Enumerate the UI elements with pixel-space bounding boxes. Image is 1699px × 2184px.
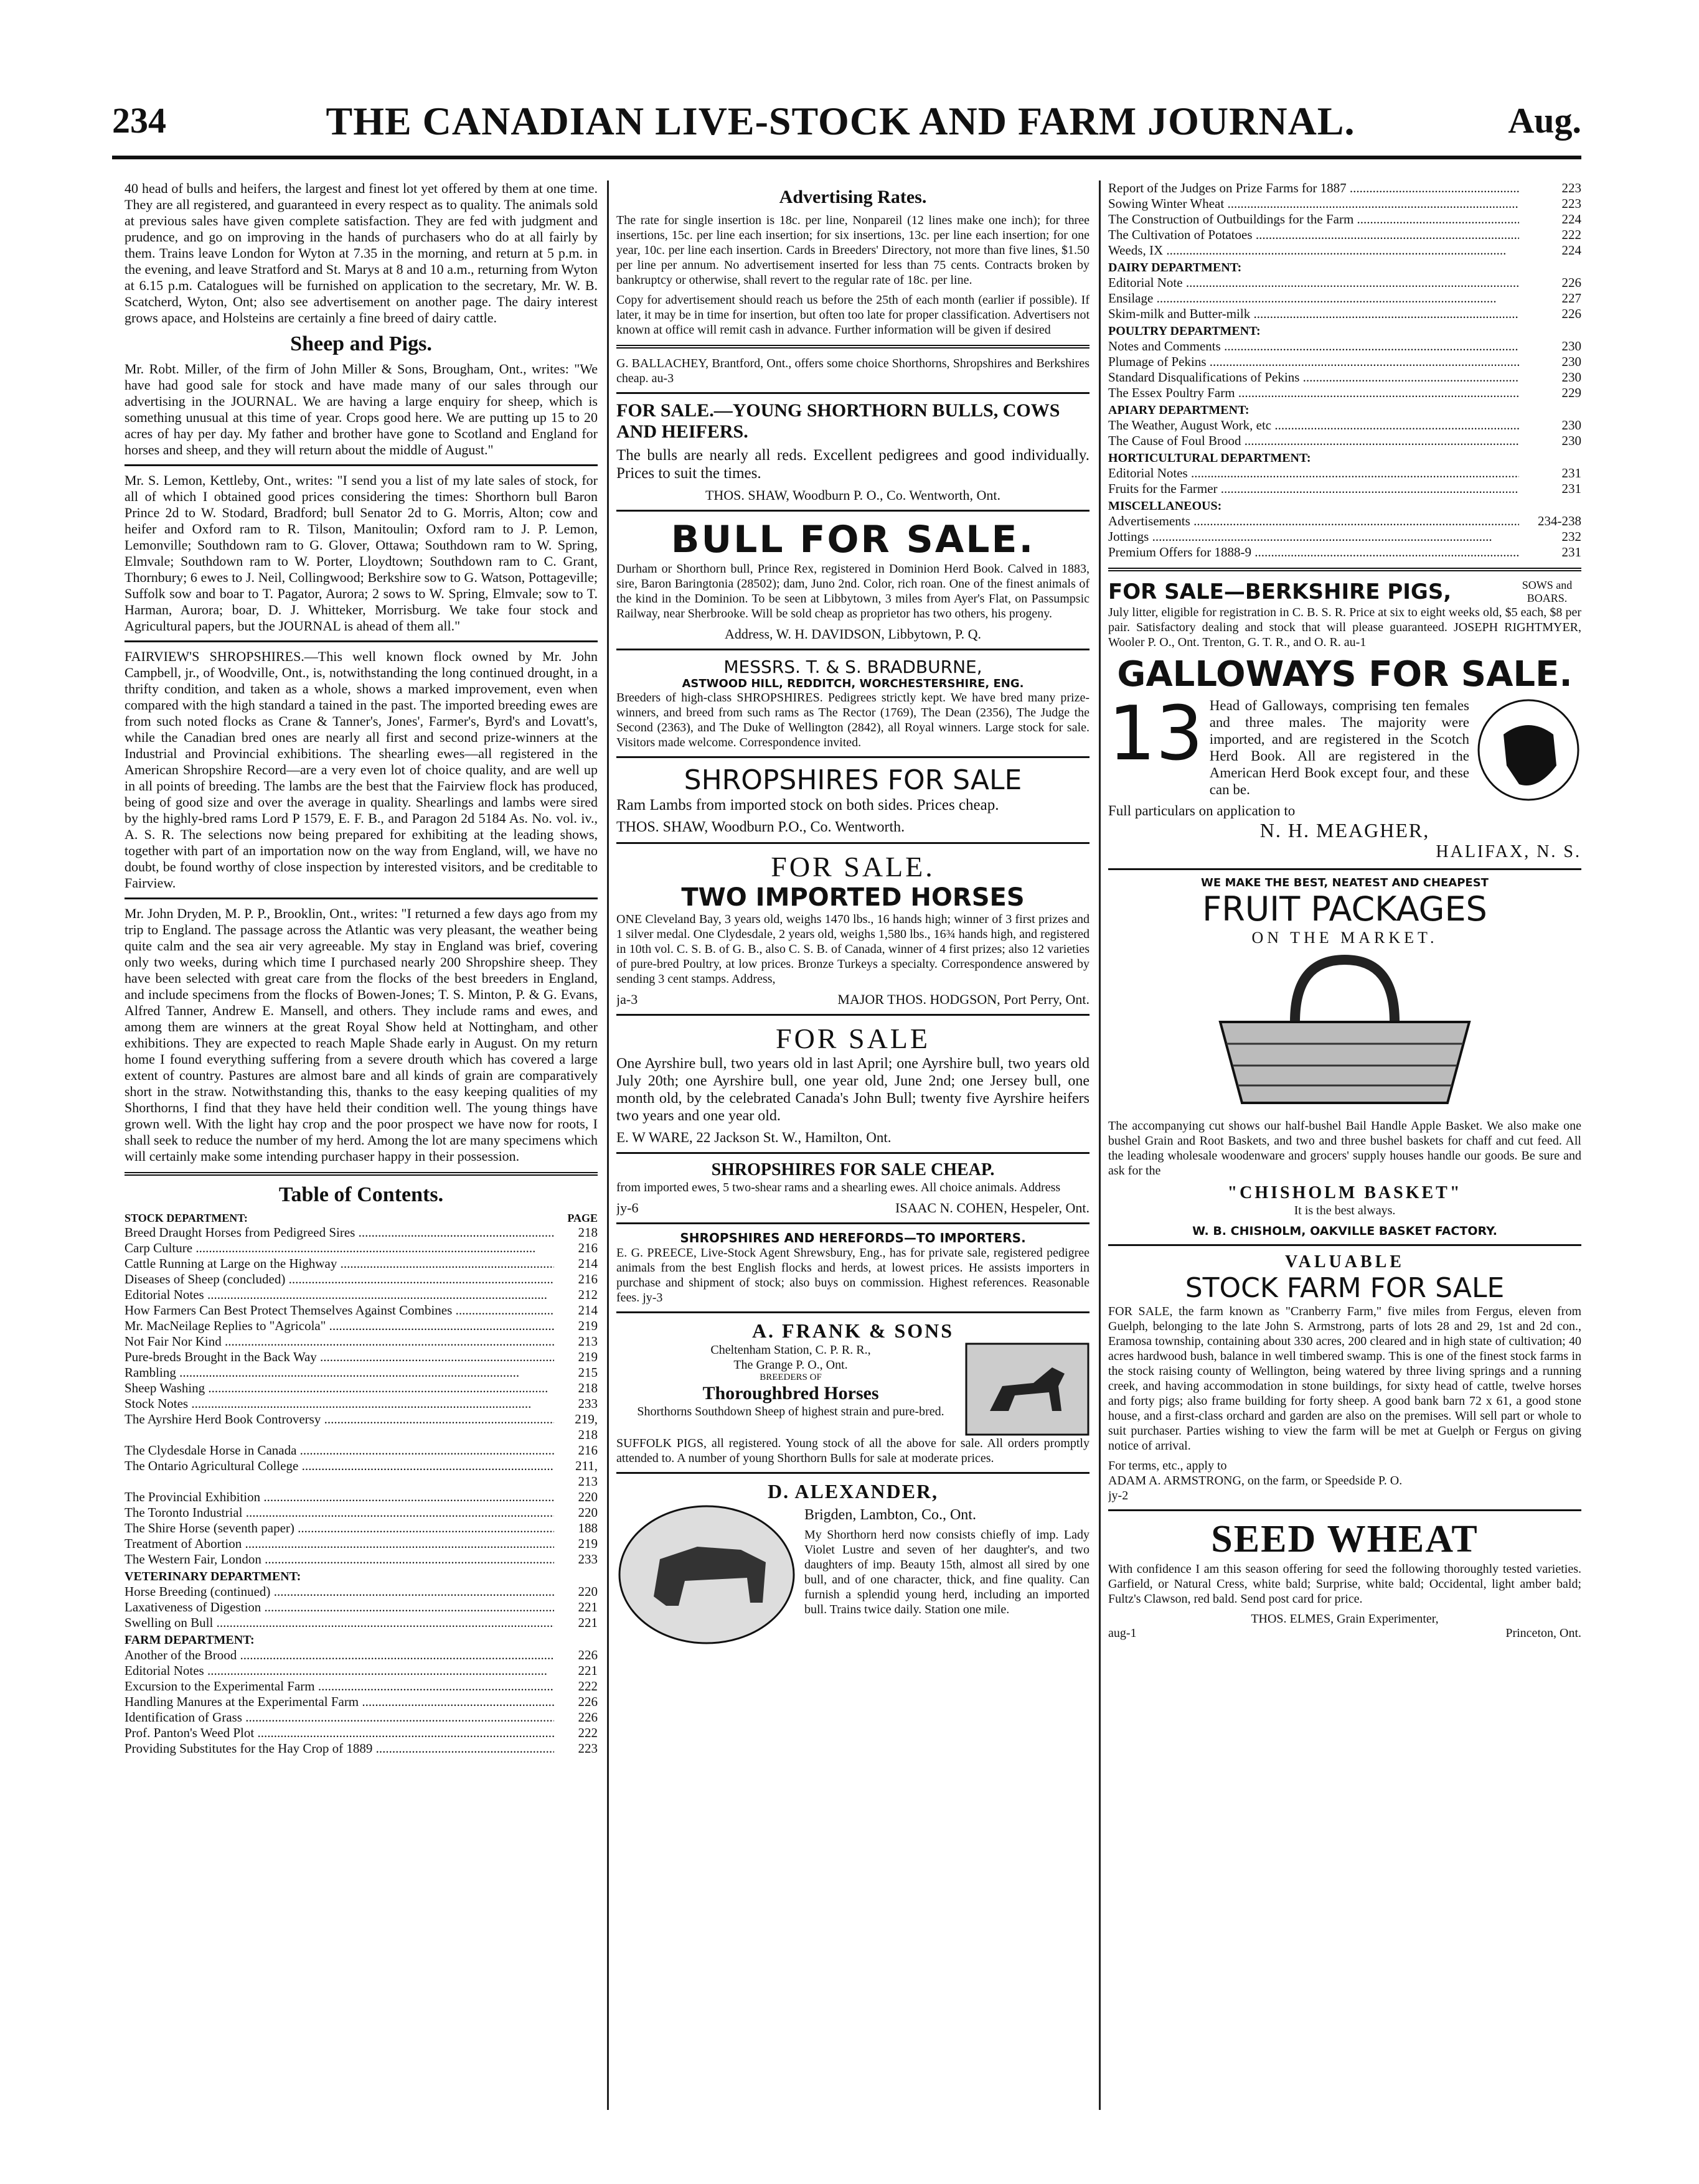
cheap-signature: ISAAC N. COHEN, Hespeler, Ont. — [895, 1200, 1090, 1216]
toc-entry-page: 226 — [1561, 306, 1581, 321]
toc-entry-page: 219 — [578, 1349, 598, 1364]
toc-entry — [125, 1679, 598, 1694]
journal-title: THE CANADIAN LIVE-STOCK AND FARM JOURNAL. — [326, 99, 1355, 143]
cheap-signature-row — [616, 1200, 1090, 1216]
toc-entry-title: Excursion to the Experimental Farm ..... — [125, 1679, 554, 1694]
article-wyton-sale: 40 head of bulls and heifers, the largest and finest lot yet offered by them at one time. They are all registered, and guaranteed in every respect as to quality. The animals sold at previous sales have given complete satisfaction. They are fed with judgment and prudence, and go on improving in the hands of purchasers who do at all fairly by them. Trains leave London for Wyton at 7.35 in the morning, and return at 5 p.m. in the evening, and leave Stratford and St. Marys at 8 and 10 a.m., returning from Wyton at 6.15 p.m. Catalogues will be furnished on application to the secretary, Mr. W. B. Scatcherd, Wyton, Ont; also see advertisement on another page. The dairy interest grows apace, and Holsteins are certainly a fine breed of dairy cattle. — [125, 180, 598, 326]
ayrshire-for-sale-text: One Ayrshire bull, two years old in last April; one Ayrshire bull, two years old July 20th; one Ayrshire bull, one year old, June 2nd; one Jersey bull, one month old, by the celebrated Canada's John Bull; twenty five Ayrshire heifers two years and one year old. — [616, 1056, 1090, 1124]
chisholm-basket-name: "CHISHOLM BASKET" — [1227, 1183, 1462, 1202]
toc-entry-page: 219, 218 — [575, 1412, 598, 1442]
toc-entry-title: Premium Offers for 1888-9 ..... — [1108, 545, 1519, 560]
toc-entry — [1108, 243, 1581, 258]
bradburne-address: ASTWOOD HILL, REDDITCH, WORCHESTERSHIRE, ENG. — [682, 677, 1024, 690]
frank-thoroughbred: Thoroughbred Horses — [702, 1383, 879, 1404]
toc-entry-page: 226 — [1561, 275, 1581, 290]
toc-entry-page: 218 — [578, 1380, 598, 1395]
toc-entry-title: The Western Fair, London ..... — [125, 1552, 554, 1567]
toc-entry — [125, 1287, 598, 1303]
toc-entry-page: 233 — [578, 1396, 598, 1411]
toc-entry — [125, 1272, 598, 1287]
toc-entry-page: 234-238 — [1538, 513, 1581, 528]
shorthorn-ad-signature: THOS. SHAW, Woodburn P. O., Co. Wentworth, Ont. — [705, 487, 1001, 503]
divider — [616, 1472, 1090, 1474]
seed-wheat-place: Princeton, Ont. — [1505, 1626, 1581, 1640]
divider — [616, 1014, 1090, 1016]
preece-text: E. G. PREECE, Live-Stock Agent Shrewsbury, Eng., has for private sale, registered pedigree animals from the best English flocks and herds, at lowest prices. He assists importers in purchase and shipment of stock; also buys on commission. Highest references. Reasonable fees. — [616, 1246, 1090, 1305]
divider — [125, 1172, 598, 1176]
berkshire-title: FOR SALE—BERKSHIRE PIGS, — [1108, 579, 1452, 604]
header-rule — [112, 156, 1581, 159]
toc-entry-title: Laxativeness of Digestion ..... — [125, 1600, 554, 1615]
toc-entry-title: Fruits for the Farmer ..... — [1108, 481, 1519, 497]
toc-entry-title: The Weather, August Work, etc ..... — [1108, 418, 1519, 433]
toc-entry — [125, 1600, 598, 1615]
divider — [1108, 868, 1581, 870]
toc-entry-title: Providing Substitutes for the Hay Crop of 1889 ..... — [125, 1741, 554, 1756]
toc-entry — [1108, 291, 1581, 306]
galloways-place: HALIFAX, N. S. — [1436, 842, 1581, 861]
ad-code: au-3 — [651, 372, 674, 385]
toc-entry — [125, 1663, 598, 1679]
ad-code: au-1 — [1344, 635, 1367, 649]
toc-entry-title: Editorial Notes ..... — [125, 1287, 554, 1303]
toc-entry — [1108, 306, 1581, 322]
toc-entry-page: 221 — [578, 1600, 598, 1615]
column-divider — [1099, 180, 1101, 2110]
toc-entry-page: 231 — [1561, 545, 1581, 560]
toc-entry-page: 223 — [578, 1741, 598, 1756]
toc-entry-title: Carp Culture ..... — [125, 1240, 554, 1256]
toc-entry-title: The Cultivation of Potatoes ..... — [1108, 227, 1519, 243]
toc-entry-title: Pure-breds Brought in the Back Way ..... — [125, 1349, 554, 1365]
toc-entry-page: 223 — [1561, 196, 1581, 211]
two-imported-horses-title: TWO IMPORTED HORSES — [681, 883, 1025, 912]
divider — [1108, 1244, 1581, 1246]
alexander-text-block — [804, 1503, 1090, 1646]
table-of-contents — [125, 1212, 598, 1756]
toc-entry-title: The Construction of Outbuildings for the Farm ..... — [1108, 212, 1519, 227]
seed-wheat-signature: THOS. ELMES, Grain Experimenter, — [1251, 1612, 1439, 1626]
toc-entry-page: 232 — [1561, 529, 1581, 544]
advertising-rates-heading: Advertising Rates. — [779, 187, 927, 207]
divider — [616, 1311, 1090, 1313]
bull-for-sale-title: BULL FOR SALE. — [671, 518, 1035, 561]
galloways-apply: Full particulars on application to — [1108, 803, 1296, 818]
toc-entry-page: 219 — [578, 1318, 598, 1333]
fruit-packages-top: WE MAKE THE BEST, NEATEST AND CHEAPEST — [1201, 876, 1489, 889]
toc-entry — [1108, 385, 1581, 401]
toc-entry — [1108, 275, 1581, 291]
fruit-packages-title: FRUIT PACKAGES — [1202, 889, 1487, 929]
toc-entry — [1108, 227, 1581, 243]
toc-entry-title: Identification of Grass ..... — [125, 1710, 554, 1725]
frank-ad-text-block — [616, 1343, 965, 1436]
toc-department: APIARY DEPARTMENT: — [1108, 403, 1250, 417]
berkshire-title-row — [1108, 579, 1581, 605]
toc-entry-title: Rambling ..... — [125, 1365, 554, 1380]
berkshire-text: July litter, eligible for registration in C. B. S. R. Price at six to eight weeks old, $5 each, $8 per pair. Satisfactory dealing and stock that will please guaranteed. JOSEPH RIGHTMYER, Wooler P. O., Ont. Trenton, G. T. R., and O. R. — [1108, 606, 1581, 649]
galloways-count: 13 — [1108, 691, 1203, 777]
toc-department: HORTICULTURAL DEPARTMENT: — [1108, 451, 1311, 465]
frank-line: Shorthorns Southdown Sheep of highest strain and pure-bred. — [637, 1405, 944, 1418]
toc-entry — [125, 1741, 598, 1756]
toc-entry-page: 231 — [1561, 466, 1581, 480]
bull-engraving-icon — [616, 1503, 797, 1646]
toc-entry-title: The Ayrshire Herd Book Controversy ..... — [125, 1412, 554, 1443]
toc-entry-title: Standard Disqualifications of Pekins ..... — [1108, 370, 1519, 385]
toc-department: VETERINARY DEPARTMENT: — [125, 1570, 301, 1583]
toc-entry-page: 218 — [578, 1225, 598, 1240]
bull-for-sale-text: Durham or Shorthorn bull, Prince Rex, registered in Dominion Herd Book. Calved in 1883, sire, Baron Baringtonia (28502); dam, Juno 2nd. Color, rich roan. One of the finest animals of the kind in the Dominion. To be seen at Libbytown, 3 miles from Ayer's Flat, on Passumpsic Railway, near Sherbrooke. Will be sold cheap as proprietor has two others, his progeny. — [616, 562, 1090, 621]
ad-code: jy-6 — [616, 1200, 639, 1216]
toc-entry-page: 211, 213 — [575, 1458, 598, 1489]
toc-entry-page: 216 — [578, 1443, 598, 1458]
galloways-name: N. H. MEAGHER, — [1259, 819, 1430, 841]
toc-entry-title: The Ontario Agricultural College ..... — [125, 1458, 554, 1489]
toc-entry-title: Editorial Note ..... — [1108, 275, 1519, 291]
divider — [616, 392, 1090, 394]
preece-ad — [616, 1245, 1090, 1305]
toc-entry-page: 219 — [578, 1536, 598, 1551]
page-header — [112, 93, 1581, 162]
toc-entry-page: 216 — [578, 1272, 598, 1286]
toc-entry — [125, 1647, 598, 1663]
divider — [1108, 568, 1581, 571]
toc-entry-title: The Essex Poultry Farm ..... — [1108, 385, 1519, 401]
toc-entry — [125, 1349, 598, 1365]
divider — [616, 510, 1090, 512]
toc-entry-page: 222 — [578, 1725, 598, 1740]
toc-entry-page: 230 — [1561, 339, 1581, 354]
toc-entry-title: Mr. MacNeilage Replies to "Agricola" ..... — [125, 1318, 554, 1334]
toc-entry-page: 215 — [578, 1365, 598, 1380]
toc-entry — [125, 1318, 598, 1334]
toc-entry — [1108, 466, 1581, 481]
toc-entry — [1108, 545, 1581, 560]
toc-entry — [125, 1458, 598, 1489]
shropshires-cheap-text: from imported ewes, 5 two-shear rams and a shearling ewes. All choice animals. Address — [616, 1181, 1061, 1194]
toc-entry — [1108, 418, 1581, 433]
sheep-and-pigs-heading: Sheep and Pigs. — [290, 332, 432, 355]
toc-entry-page: 224 — [1561, 212, 1581, 227]
galloways-text: Head of Galloways, comprising ten females and three males. The majority were imported, and are registered in the Scotch Herd Book. All are registered in the American Herd Book except four, and these can be. — [1209, 698, 1469, 797]
stock-farm-text: FOR SALE, the farm known as "Cranberry Farm," five miles from Fergus, eleven from Guelph, belonging to the late John S. Armstrong, parts of lots 28 and 29, 1st and 2d con., Eramosa township, containing about 330 acres, 200 cleared and in high state of cultivation; 40 acres hardwood bush, balance in well timbered swamp. This is one of the finest stock farms in the stock raising county of Wellington, being watered by three living springs and a running creek, and having accommodation in stone buildings, for sixty head of cattle, twelve horses and forty pigs; also frame building for forty sheep. A good bank barn 72 x 61, a good stone house, and a first-class orchard and garden are also on the premises. Will sell part or whole to suit purchaser. Parties wishing to view the farm will be met at Guelph or Fergus on giving notice of arrival. — [1108, 1305, 1581, 1453]
chisholm-best: It is the best always. — [1294, 1204, 1396, 1217]
galloways-body — [1108, 691, 1581, 803]
toc-entry-page: 212 — [578, 1287, 598, 1302]
berkshire-ad — [1108, 605, 1581, 650]
toc-entry-page: 226 — [578, 1647, 598, 1662]
divider — [616, 1222, 1090, 1224]
column-three — [1108, 180, 1581, 2110]
toc-entry-title: Ensilage ..... — [1108, 291, 1519, 306]
toc-entry-page: 213 — [578, 1334, 598, 1349]
toc-entry-title: Sowing Winter Wheat ..... — [1108, 196, 1519, 212]
toc-entry-title: Breed Draught Horses from Pedigreed Sires ..... — [125, 1225, 554, 1240]
basket-illustration-icon — [1108, 947, 1581, 1115]
toc-entry-page: 227 — [1561, 291, 1581, 306]
issue-month: Aug. — [1508, 100, 1581, 141]
toc-department: MISCELLANEOUS: — [1108, 499, 1222, 513]
frank-title: A. FRANK & SONS — [751, 1319, 954, 1342]
toc-entry-page: 224 — [1561, 243, 1581, 258]
toc-entry-page: 226 — [578, 1710, 598, 1725]
ad-code: jy-3 — [642, 1291, 663, 1305]
article-dryden: Mr. John Dryden, M. P. P., Brooklin, Ont., writes: "I returned a few days ago from my trip to England. The passage across the Atlantic was very pleasant, the weather being quite calm and the sea air very agreeable. My stay in England was brief, covering only two weeks, during which time I purchased nearly 200 Shropshire sheep. They have been selected with great care from the flocks of the best breeders in England, and include specimens from the flocks of Bowen-Jones; T. S. Minton, P. & G. Evans, Alfred Tanner, Andrew E. Mansell, and others. They include rams and ewes, and among them are winners at the great Royal Show held at Nottingham, and other exhibitions. They are expected to reach Maple Shade early in August. On my return home I found everything suffering from a severe drouth which has covered a large extent of country. Pastures are almost bare and all kinds of grain are comparatively short in the straw. Notwithstanding this, thanks to the easy keeping qualities of my Shorthorns, I find that they have held their condition well. The young things have grown well. With the light hay crop and the poor prospect we have now for roots, I shall seek to reduce the number of my herd. Among the lot are many specimens which will certainly make some intending purchaser happy in their possession. — [125, 906, 598, 1164]
alexander-title: D. ALEXANDER, — [767, 1480, 939, 1502]
toc-entry-page: 230 — [1561, 418, 1581, 433]
toc-department: FARM DEPARTMENT: — [125, 1633, 255, 1647]
divider — [616, 345, 1090, 349]
column-two — [616, 180, 1090, 2110]
ayrshire-for-sale-title: FOR SALE — [776, 1023, 930, 1054]
toc-heading: Table of Contents. — [278, 1183, 444, 1206]
frank-address-1: Cheltenham Station, C. P. R. R., — [710, 1343, 871, 1357]
toc-entry-title: Diseases of Sheep (concluded) ..... — [125, 1272, 554, 1287]
toc-entry — [125, 1412, 598, 1443]
toc-entry-page: 230 — [1561, 370, 1581, 385]
toc-entry-title: The Toronto Industrial ..... — [125, 1505, 554, 1521]
divider — [616, 649, 1090, 650]
toc-entry-page: 222 — [578, 1679, 598, 1694]
divider — [616, 1152, 1090, 1154]
toc-entry — [1108, 481, 1581, 497]
bradburne-text: Breeders of high-class SHROPSHIRES. Pedigrees strictly kept. We have bred many prize-winners, and breed from such rams as The Rector (1769), The Dean (2356), The Judge the Second (2363), and The Duke of Wellington (2842), all Royal winners. Large stock for sale. Visitors made welcome. Correspondence invited. — [616, 691, 1090, 749]
advertising-copy-text: Copy for advertisement should reach us before the 25th of each month (earlier if possible). If later, it may be in time for insertion, but often too late for proper classification. Advertisers not known at office will remit cash in advance. Further information will be given if desired — [616, 293, 1090, 337]
toc-entry-title: Jottings ..... — [1108, 529, 1519, 545]
toc-entry-title: Cattle Running at Large on the Highway ..... — [125, 1256, 554, 1272]
alexander-address: Brigden, Lambton, Co., Ont. — [804, 1507, 976, 1523]
horses-for-sale-label: FOR SALE. — [771, 851, 935, 883]
toc-entry-page: 214 — [578, 1256, 598, 1271]
toc-entry — [125, 1443, 598, 1458]
ballachey-text: G. BALLACHEY, Brantford, Ont., offers some choice Shorthorns, Shropshires and Berkshires cheap. — [616, 357, 1090, 385]
toc-entry — [125, 1303, 598, 1318]
toc-entry — [125, 1552, 598, 1567]
horse-engraving-icon — [965, 1343, 1090, 1436]
frank-ad-body — [616, 1343, 1090, 1436]
galloways-title: GALLOWAYS FOR SALE. — [1117, 654, 1573, 695]
toc-entry-title: Plumage of Pekins ..... — [1108, 354, 1519, 370]
toc-entry-title: Notes and Comments ..... — [1108, 339, 1519, 354]
toc-entry-page: 233 — [578, 1552, 598, 1567]
toc-entry — [125, 1256, 598, 1272]
contents-continued — [1108, 180, 1581, 560]
toc-entry-page: 220 — [578, 1505, 598, 1520]
horses-signature-row — [616, 991, 1090, 1008]
toc-entry-title: The Shire Horse (seventh paper) ..... — [125, 1521, 554, 1536]
divider — [1108, 1509, 1581, 1511]
toc-entry-title: Treatment of Abortion ..... — [125, 1536, 554, 1552]
toc-entry-page: 230 — [1561, 433, 1581, 448]
two-imported-horses-text: ONE Cleveland Bay, 3 years old, weighs 1470 lbs., 16 hands high; winner of 3 first prizes and 1 silver medal. One Clydesdale, 2 years old, weighs 1,580 lbs., 16¾ hands high, and registered in 10th vol. C. S. B. of G. B., also C. S. B. of Canada, winner of 4 first prizes; also 12 varieties of pure-bred Poultry, at low prices. Bronze Turkeys a specialty. Correspondence answered by sending 3 cent stamps. Address, — [616, 912, 1090, 986]
toc-entry-title: Advertisements ..... — [1108, 513, 1519, 529]
shropshires-cheap-title: SHROPSHIRES FOR SALE CHEAP. — [711, 1160, 995, 1179]
seed-wheat-title: SEED WHEAT — [1211, 1518, 1479, 1560]
toc-entry-page: 220 — [578, 1489, 598, 1504]
alexander-ad-body — [616, 1503, 1090, 1646]
toc-entry-title: Weeds, IX ..... — [1108, 243, 1519, 258]
shorthorn-ad-title: FOR SALE.—YOUNG SHORTHORN BULLS, COWS AND HEIFERS. — [616, 400, 1060, 442]
toc-entry-title: Not Fair Nor Kind ..... — [125, 1334, 554, 1349]
horses-signature: MAJOR THOS. HODGSON, Port Perry, Ont. — [837, 991, 1090, 1007]
ballachey-ad — [616, 356, 1090, 386]
column-divider — [607, 180, 609, 2110]
toc-entry — [125, 1396, 598, 1412]
ad-code: ja-3 — [616, 991, 638, 1007]
berkshire-sows-boars: SOWS and BOARS. — [1522, 579, 1573, 604]
toc-entry-page: 226 — [578, 1694, 598, 1709]
toc-entry-page: 214 — [578, 1303, 598, 1318]
shropshires-for-sale-title: SHROPSHIRES FOR SALE — [684, 764, 1022, 796]
toc-entry-title: Report of the Judges on Prize Farms for 1887 ..... — [1108, 180, 1519, 196]
toc-entry-page: 231 — [1561, 481, 1581, 496]
toc-entry — [1108, 354, 1581, 370]
toc-entry — [125, 1334, 598, 1349]
article-lemon: Mr. S. Lemon, Kettleby, Ont., writes: "I send you a list of my late sales of stock, for all of which I obtained good prices considering the times: Shorthorn bull Baron Prince 2d to W. Stodard, Bradford; bull Senator 2d to G. Morris, Alton; cow and heifer and Oxford ram to R. Tilson, Manitoulin; Oxford ram to J. P. Lemon, Lemonville; Southdown ram to G. Glover, Ottawa; Southdown ram to W. Spring, Elmvale; Southdown ram to W. Porter, Lloydtown; Southdown ram to C. Grant, Thornbury; 6 ewes to J. Neil, Collingwood; Berkshire sow to G. Watson, Pottageville; Suffolk sow and boar to T. Pagator, Aurora; 2 sows to W. Spring, Elmvale; sow to T. Harman, Aurora; boar, D. J. Whitteker, Morrisburg. We take four stock and Agricultural papers, but the JOURNAL is ahead of them all." — [125, 472, 598, 634]
toc-entry — [125, 1615, 598, 1631]
toc-entry-title: The Clydesdale Horse in Canada ..... — [125, 1443, 554, 1458]
toc-entry — [125, 1584, 598, 1600]
stock-farm-title: STOCK FARM FOR SALE — [1185, 1272, 1505, 1304]
divider — [616, 756, 1090, 758]
toc-entry — [125, 1489, 598, 1505]
toc-entry — [125, 1536, 598, 1552]
advertising-rates-text: The rate for single insertion is 18c. per line, Nonpareil (12 lines make one inch); for three insertions, 15c. per line each insertion; for six insertions, 13c. per line each insertion; for one year, 10c. per line each insertion. Cards in Breeders' Directory, not more than five lines, $1.50 per line per annum. No advertisement inserted for less than 75 cents. Contracts broken by bankruptcy or otherwise, shall revert to the regular rate of 18c. per line. — [616, 213, 1090, 287]
toc-entry-title: Stock Notes ..... — [125, 1396, 554, 1412]
toc-department: POULTRY DEPARTMENT: — [1108, 324, 1261, 338]
preece-title: SHROPSHIRES AND HEREFORDS—TO IMPORTERS. — [680, 1230, 1026, 1245]
toc-entry-title: The Cause of Foul Brood ..... — [1108, 433, 1519, 449]
shropshires-for-sale-signature: THOS. SHAW, Woodburn P.O., Co. Wentworth. — [616, 819, 905, 835]
bull-for-sale-signature: Address, W. H. DAVIDSON, Libbytown, P. Q. — [724, 626, 982, 642]
stock-farm-terms: For terms, etc., apply to — [1108, 1459, 1227, 1473]
frank-address-2: The Grange P. O., Ont. — [733, 1358, 848, 1372]
toc-entry-page: 188 — [578, 1521, 598, 1535]
toc-entry — [1108, 529, 1581, 545]
toc-department: DAIRY DEPARTMENT: — [1108, 261, 1242, 274]
shorthorn-ad-text: The bulls are nearly all reds. Excellent pedigrees and good individually. Prices to suit the times. — [616, 447, 1090, 482]
ayrshire-signature: E. W WARE, 22 Jackson St. W., Hamilton, Ont. — [616, 1130, 892, 1145]
toc-page-label: PAGE — [567, 1212, 598, 1224]
toc-entry-page: 230 — [1561, 354, 1581, 369]
seed-wheat-footer — [1108, 1626, 1581, 1641]
toc-entry — [125, 1380, 598, 1396]
toc-entry-title: Editorial Notes ..... — [1108, 466, 1519, 481]
toc-entry-page: 216 — [578, 1240, 598, 1255]
toc-entry — [1108, 196, 1581, 212]
toc-entry — [125, 1225, 598, 1240]
alexander-text: My Shorthorn herd now consists chiefly of imp. Lady Violet Lustre and seven of her daughter's, and two daughters of imp. Beauty 15th, almost all sired by one bull, and of one character, thick, and fine quality. Can furnish a splendid young herd, including an imported bull. Trains twice daily. Station one mile. — [804, 1528, 1090, 1616]
toc-entry-page: 221 — [578, 1615, 598, 1630]
divider — [125, 464, 598, 466]
toc-entry-title: Another of the Brood ..... — [125, 1647, 554, 1663]
toc-entry — [125, 1521, 598, 1536]
toc-entry — [1108, 212, 1581, 227]
fruit-packages-subtitle: ON THE MARKET. — [1251, 929, 1438, 947]
divider — [616, 842, 1090, 844]
divider — [125, 640, 598, 642]
article-fairview: FAIRVIEW'S SHROPSHIRES.—This well known flock owned by Mr. John Campbell, jr., of Woodville, Ont., is, notwithstanding the long continued drought, in a thrifty condition, and taken as a whole, shows a marked improvement, even when compared with the high standard a tained in the past. The imported breeding ewes are from such noted flocks as Crane & Tanner's, Jones', Farmer's, Byrd's and Lovatt's, while the Canadian bred ones are nearly all first and second prize-winners at the Industrial and Provincial exhibitions. The shearling ewes—all registered in the American Shropshire Record—are a very even lot of choice quality, and are well up in all points of breeding. The lambs are the best that the Fairview flock has produced, being of good size and over the average in quality. Shearlings and lambs were sired by the highly-bred rams Lord P 1579, E. F. B., and Paragon 2d 5184 As. No. vol. iv., A. S. R. The selections now being prepared for exhibiting at the leading shows, together with part of an importation now on the way from England, will, we have no doubt, be found worthy of close inspection by interested visitors, and be creditable to Fairview. — [125, 649, 598, 891]
toc-entry-title: Sheep Washing ..... — [125, 1380, 554, 1396]
toc-entry — [1108, 180, 1581, 196]
toc-entry-title: Prof. Panton's Weed Plot ..... — [125, 1725, 554, 1741]
toc-entry — [125, 1694, 598, 1710]
divider — [125, 898, 598, 899]
stock-farm-valuable: VALUABLE — [1285, 1252, 1405, 1272]
article-miller: Mr. Robt. Miller, of the firm of John Miller & Sons, Brougham, Ont., writes: "We have had good sale for stock and have made many of our sales through our advertising in the JOURNAL. We are having a large enquiry for sheep, which is something unusual at this time of year. Crops good here. We are putting up 15 to 20 acres of hay per day. My father and brother have gone to Scotland and England for horses and sheep, and they will return about the middle of August." — [125, 361, 598, 457]
galloway-head-icon — [1475, 697, 1581, 803]
toc-entry — [1108, 433, 1581, 449]
toc-entry-title: How Farmers Can Best Protect Themselves Against Combines ..... — [125, 1303, 554, 1318]
stock-farm-signature: ADAM A. ARMSTRONG, on the farm, or Speedside P. O. — [1108, 1474, 1403, 1488]
bradburne-title: MESSRS. T. & S. BRADBURNE, — [723, 657, 982, 677]
toc-entry-title: Handling Manures at the Experimental Farm ..... — [125, 1694, 554, 1710]
toc-entry-title: Skim-milk and Butter-milk ..... — [1108, 306, 1519, 322]
frank-breeders-of: BREEDERS OF — [760, 1372, 822, 1382]
fruit-packages-text: The accompanying cut shows our half-bushel Bail Handle Apple Basket. We also make one bushel Grain and Root Baskets, and two and three bushel baskets for chaff and cut feed. All the leading wholesale woodenware and grocers' supply houses handle our goods. Be sure and ask for the — [1108, 1119, 1581, 1178]
toc-entry-page: 220 — [578, 1584, 598, 1599]
toc-entry — [125, 1710, 598, 1725]
page-number: 234 — [112, 100, 166, 141]
toc-department: STOCK DEPARTMENT: — [125, 1212, 248, 1224]
toc-entry — [125, 1365, 598, 1380]
toc-entry-title: The Provincial Exhibition ..... — [125, 1489, 554, 1505]
toc-entry-title: Editorial Notes ..... — [125, 1663, 554, 1679]
column-one — [125, 180, 598, 2110]
toc-entry-page: 221 — [578, 1663, 598, 1678]
toc-dept-header — [125, 1212, 598, 1225]
chisholm-signature: W. B. CHISHOLM, OAKVILLE BASKET FACTORY. — [1192, 1224, 1497, 1238]
ad-code: aug-1 — [1108, 1626, 1137, 1640]
toc-entry-title: Swelling on Bull ..... — [125, 1615, 554, 1631]
ad-code: jy-2 — [1108, 1489, 1129, 1502]
seed-wheat-text: With confidence I am this season offering for seed the following thoroughly tested varieties. Garfield, or Natural Cress, white bald; Surprise, white bald; Occidental, light amber bald; Fultz's Clawson, red bald. Send post card for price. — [1108, 1562, 1581, 1606]
toc-entry-page: 223 — [1561, 180, 1581, 195]
toc-entry — [1108, 339, 1581, 354]
toc-entry — [125, 1240, 598, 1256]
toc-entry — [125, 1505, 598, 1521]
frank-text: SUFFOLK PIGS, all registered. Young stock of all the above for sale. All orders promptly attended to. A number of young Shorthorn Bulls for sale at moderate prices. — [616, 1436, 1090, 1465]
toc-entry — [125, 1725, 598, 1741]
toc-entry-title: Horse Breeding (continued) ..... — [125, 1584, 554, 1600]
shropshires-for-sale-text: Ram Lambs from imported stock on both sides. Prices cheap. — [616, 797, 999, 813]
toc-entry — [1108, 513, 1581, 529]
toc-entry-page: 229 — [1561, 385, 1581, 400]
toc-entry-page: 222 — [1561, 227, 1581, 242]
toc-entry — [1108, 370, 1581, 385]
